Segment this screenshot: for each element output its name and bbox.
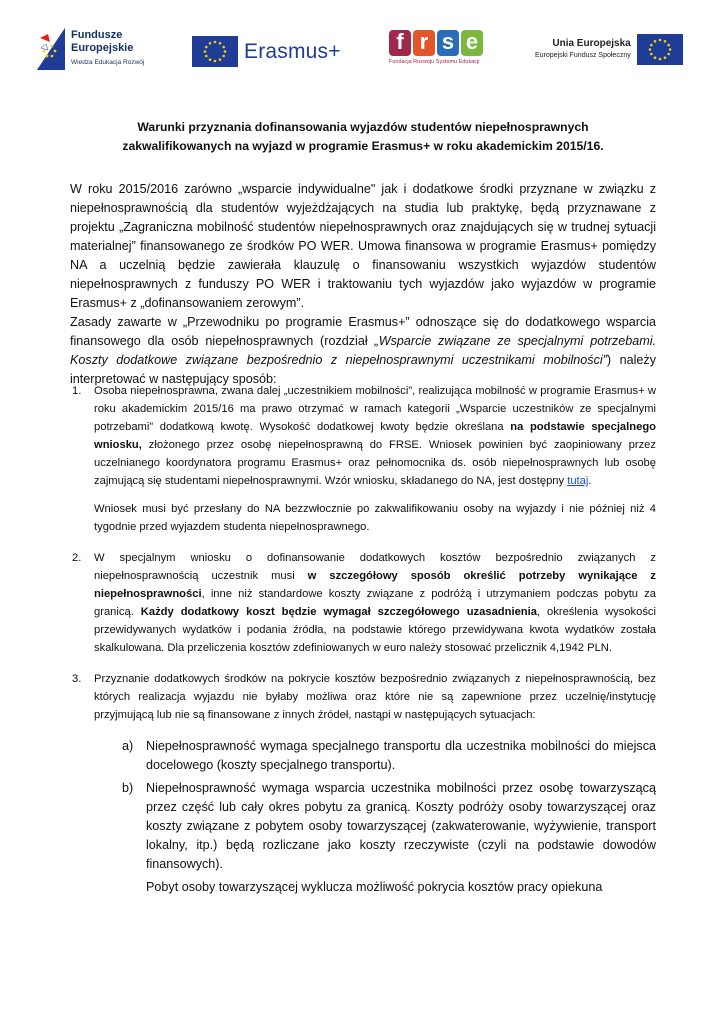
item-2-text-cont: , inne niż standardowe koszty związane z podróżą i utrzymaniem podczas pobytu za granicą. xyxy=(94,588,656,618)
conditions-list xyxy=(70,382,656,897)
intro-p2-start: Zasady zawarte w „Przewodniku po programie Erasmus+” odnoszące się do dodatkowego wsparcia finansowego dla osób niepełnosprawnych (rozdział xyxy=(70,315,656,348)
frse-logo xyxy=(389,30,483,65)
sub-item-letter: b) xyxy=(122,781,134,795)
fe-line3: Wiedza Edukacja Rozwój xyxy=(71,59,145,66)
logo-bar xyxy=(0,26,725,76)
sub-item-letter: a) xyxy=(122,739,134,753)
list-item xyxy=(70,382,656,536)
erasmus-wordmark: Erasmus+ xyxy=(244,39,341,63)
sub-list-item xyxy=(122,779,656,874)
intro-p2-end: ) należy interpretować w następujący sposób: xyxy=(70,353,656,386)
frse-letter: e xyxy=(461,30,483,56)
item-1-end: . xyxy=(588,475,592,487)
intro-paragraph-1: W roku 2015/2016 zarówno „wsparcie indywidualne" jak i dodatkowe środki przyznane w związku z niepełnosprawnością dla studentów wyjeżdżających na studia lub praktykę, będą przyznawane z projektu „Zagraniczna mobilność studentów niepełnosprawnych oraz znajdujących się w trudnej sytuacji materialnej” finansowanego ze środków PO WER. Umowa finansowa w programie Erasmus+ pomiędzy NA a uczelnią będzie zawierała klauzulę o finansowaniu wszystkich wyjazdów studentów niepełnosprawnych z funduszy PO WER i traktowaniu tych wyjazdów jako wyjazdów w programie Erasmus+ z „dofinansowaniem zerowym”. xyxy=(70,182,656,310)
item-number: 1. xyxy=(72,385,82,397)
eu-flag-icon xyxy=(637,34,683,65)
item-2-text-end: , określenia wysokości przewidywanych wydatków i podania źródła, na podstawie którego przewidywana kwota wydatków została skalkulowana. Dla przeliczenia kosztów zdefiniowanych w euro należy stosować przelicznik 4,1942 PLN. xyxy=(94,606,656,654)
sub-item-continuation: Pobyt osoby towarzyszącej wyklucza możliwość pokrycia kosztów pracy opiekuna xyxy=(146,880,603,894)
frse-caption: Fundacja Rozwoju Systemu Edukacji xyxy=(389,59,480,65)
sub-item-text: Niepełnosprawność wymaga wsparcia uczestnika mobilności przez osobę towarzyszącą przez część lub cały okres pobytu za granicą. Koszty podróży osoby towarzyszącej oraz koszty związane z pobytem osoby towarzyszącej (zakwaterowanie, wyżywienie, transport lokalny, itp.) będą rozliczane jako koszty rzeczywiste (czyli na podstawie dowodów finansowych). xyxy=(146,781,656,871)
fe-line2: Europejskie xyxy=(71,42,134,54)
item-1-bold: na podstawie specjalnego wniosku, xyxy=(94,421,656,451)
item-3-paragraph: Przyznanie dodatkowych środków na pokrycie kosztów bezpośrednio związanych z niepełnosprawnością, bez których realizacja wyjazdu nie byłaby możliwa oraz które nie są zapewnione przez uczelnię/instytucję przyjmującą lub nie są finansowane z innych źródeł, nastąpi w następujących sytuacjach: xyxy=(94,673,656,721)
intro-p2-italic: „Wsparcie związane ze specjalnymi potrzebami. Koszty dodatkowe związane bezpośrednio z niepełnosprawnymi uczestnikami mobilności” xyxy=(70,334,656,367)
sub-item-text: Niepełnosprawność wymaga specjalnego transportu dla uczestnika mobilności do miejsca docelowego (koszty specjalnego transportu). xyxy=(146,739,656,772)
intro-paragraph-2 xyxy=(70,313,656,389)
item-1-text-cont: złożonego przez osobę niepełnosprawną do FRSE. Wniosek powinien być zaopiniowany przez uczelnianego koordynatora programu Erasmus+ oraz pełnomocnika ds. osób niepełnosprawnych lub osobę zajmującą się studentami niepełnosprawnymi. Wzór wniosku, składanego do NA, jest dostępny xyxy=(94,439,656,487)
intro xyxy=(70,180,656,389)
ue-line2: Europejski Fundusz Społeczny xyxy=(535,51,631,59)
item-1-text: Osoba niepełnosprawna, zwana dalej „uczestnikiem mobilności”, realizująca mobilność w programie Erasmus+ w roku akademickim 2015/16 ma prawo otrzymać w ramach kategorii „Wsparcie uczestników ze specjalnymi potrzebami” dodatkową kwotę. Wysokość dodatkowej kwoty będzie określana xyxy=(94,385,656,433)
item-number: 3. xyxy=(72,673,82,685)
document-title xyxy=(70,118,656,156)
ue-efs-logo xyxy=(535,34,683,65)
ue-line1: Unia Europejska xyxy=(552,37,631,49)
erasmus-logo xyxy=(192,36,341,67)
frse-letter: s xyxy=(437,30,459,56)
item-2-paragraph xyxy=(94,549,656,657)
frse-letter: f xyxy=(389,30,411,56)
list-item xyxy=(70,670,656,724)
application-form-link[interactable]: tutaj xyxy=(567,475,589,487)
title-line1: Warunki przyznania dofinansowania wyjazdów studentów niepełnosprawnych xyxy=(137,120,589,134)
item-number: 2. xyxy=(72,552,82,564)
item-1-paragraph-2: Wniosek musi być przesłany do NA bezzwłocznie po zakwalifikowaniu osoby na wyjazdy i nie później niż 4 tygodnie przed wyjazdem studenta niepełnosprawnego. xyxy=(94,503,656,533)
fundusze-europejskie-mark-icon xyxy=(37,28,65,70)
item-2-bold: w szczegółowy sposób określić potrzeby wynikające z niepełnosprawności xyxy=(94,570,656,600)
item-1-paragraph xyxy=(94,382,656,490)
item-2-bold-2: Każdy dodatkowy koszt będzie wymagał szczegółowego uzasadnienia xyxy=(140,606,537,618)
fundusze-europejskie-logo xyxy=(37,28,144,70)
eu-flag-icon xyxy=(192,36,238,67)
title-line2: zakwalifikowanych na wyjazd w programie Erasmus+ w roku akademickim 2015/16. xyxy=(122,139,604,153)
list-item xyxy=(70,549,656,657)
sub-list-item xyxy=(122,737,656,775)
frse-letter: r xyxy=(413,30,435,56)
fe-line1: Fundusze xyxy=(71,29,123,41)
item-2-text: W specjalnym wniosku o dofinansowanie dodatkowych kosztów bezpośrednio związanych z niepełnosprawnością uczestnik musi xyxy=(94,552,656,582)
